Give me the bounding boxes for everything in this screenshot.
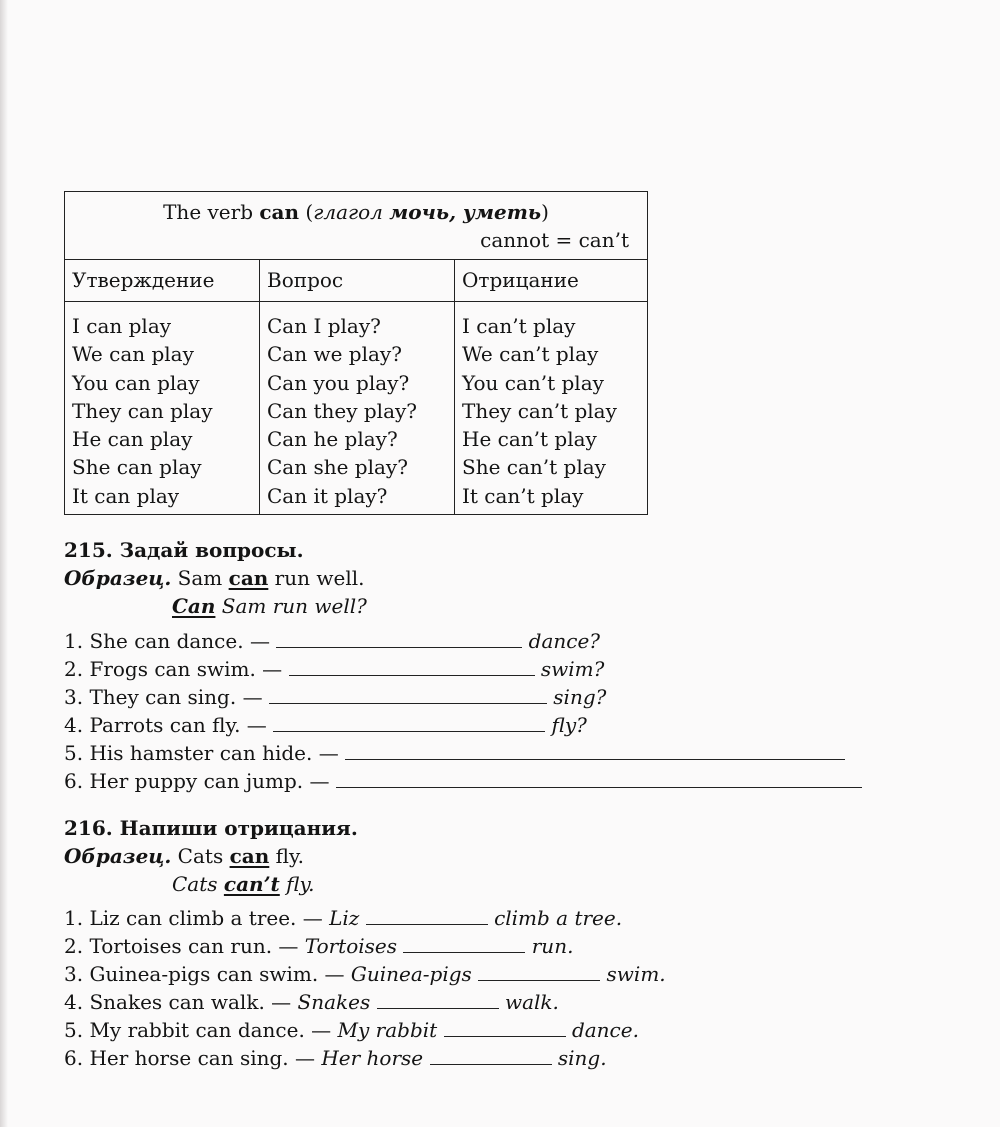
table-body xyxy=(65,302,647,514)
exercise-215-item-6: 6. Her puppy can jump. — xyxy=(64,767,862,793)
answer-blank[interactable] xyxy=(289,655,535,676)
answer-blank[interactable] xyxy=(430,1044,552,1065)
exercise-216-item-3: 3. Guinea-pigs can swim. — Guinea-pigs swim. xyxy=(64,962,666,986)
table-cell: They can play xyxy=(72,398,213,423)
table-cell: Can they play? xyxy=(267,398,418,423)
table-cell: He can play xyxy=(72,427,193,452)
table-cell: I can play xyxy=(72,314,172,338)
table-cell: She can play xyxy=(72,455,202,480)
question-column xyxy=(260,302,455,514)
exercise-215-sample-answer: Can Sam run well? xyxy=(172,594,367,618)
table-cell: Can I play? xyxy=(267,314,381,338)
answer-blank[interactable] xyxy=(336,767,862,788)
table-cell: Can he play? xyxy=(267,427,398,452)
column-header-affirmative: Утверждение xyxy=(72,268,215,292)
exercise-216-item-5: 5. My rabbit can dance. — My rabbit dance. xyxy=(64,1018,639,1042)
table-cell: It can play xyxy=(72,483,180,508)
table-cell: I can’t play xyxy=(462,314,576,338)
exercise-215-item-5: 5. His hamster can hide. — xyxy=(64,739,845,765)
table-cell: Can you play? xyxy=(267,370,410,395)
exercise-215-item-4: 4. Parrots can fly. — fly? xyxy=(64,713,587,737)
table-cell: We can play xyxy=(72,342,194,367)
table-cell: You can play xyxy=(72,370,200,395)
answer-blank[interactable] xyxy=(403,932,525,953)
page-edge-shadow xyxy=(0,0,8,1127)
table-cell: It can’t play xyxy=(462,483,584,508)
table-cell: You can’t play xyxy=(462,370,604,395)
exercise-216-item-6: 6. Her horse can sing. — Her horse sing. xyxy=(64,1046,607,1070)
exercise-215-item-1: 1. She can dance. — dance? xyxy=(64,629,601,653)
exercise-216-title: 216. Напиши отрицания. xyxy=(64,816,358,840)
exercise-216-item-2: 2. Tortoises can run. — Tortoises run. xyxy=(64,934,574,958)
table-cell: Can she play? xyxy=(267,455,408,480)
table-cell: Can we play? xyxy=(267,342,402,367)
table-header xyxy=(65,192,647,260)
answer-blank[interactable] xyxy=(444,1016,566,1037)
answer-blank[interactable] xyxy=(377,988,499,1009)
exercise-215-sample: Образец. Sam can run well. xyxy=(64,566,365,590)
exercise-215-title: 215. Задай вопросы. xyxy=(64,538,304,562)
exercise-216-sample-answer: Cats can’t fly. xyxy=(172,872,315,896)
column-header-row xyxy=(65,260,647,302)
exercise-215-item-3: 3. They can sing. — sing? xyxy=(64,685,607,709)
answer-blank[interactable] xyxy=(478,960,600,981)
column-header-question: Вопрос xyxy=(267,268,344,292)
answer-blank[interactable] xyxy=(276,627,522,648)
exercise-216-sample: Образец. Cats can fly. xyxy=(64,844,304,868)
affirmative-column xyxy=(65,302,260,514)
exercise-215-item-2: 2. Frogs can swim. — swim? xyxy=(64,657,605,681)
answer-blank[interactable] xyxy=(269,683,547,704)
column-header-negative: Отрицание xyxy=(462,268,579,292)
exercise-216-item-4: 4. Snakes can walk. — Snakes walk. xyxy=(64,990,559,1014)
answer-blank[interactable] xyxy=(273,711,545,732)
table-cell: They can’t play xyxy=(462,398,617,423)
grammar-table xyxy=(64,191,648,515)
table-cell: Can it play? xyxy=(267,483,388,508)
table-cell: He can’t play xyxy=(462,427,597,452)
exercise-216-item-1: 1. Liz can climb a tree. — Liz climb a tree. xyxy=(64,906,623,930)
table-title: The verb can (глагол мочь, уметь) xyxy=(163,200,549,224)
table-cell: We can’t play xyxy=(462,342,599,367)
negative-column xyxy=(455,302,647,514)
table-cell: She can’t play xyxy=(462,455,606,480)
table-note: cannot = can’t xyxy=(480,228,629,252)
answer-blank[interactable] xyxy=(366,904,488,925)
answer-blank[interactable] xyxy=(345,739,845,760)
